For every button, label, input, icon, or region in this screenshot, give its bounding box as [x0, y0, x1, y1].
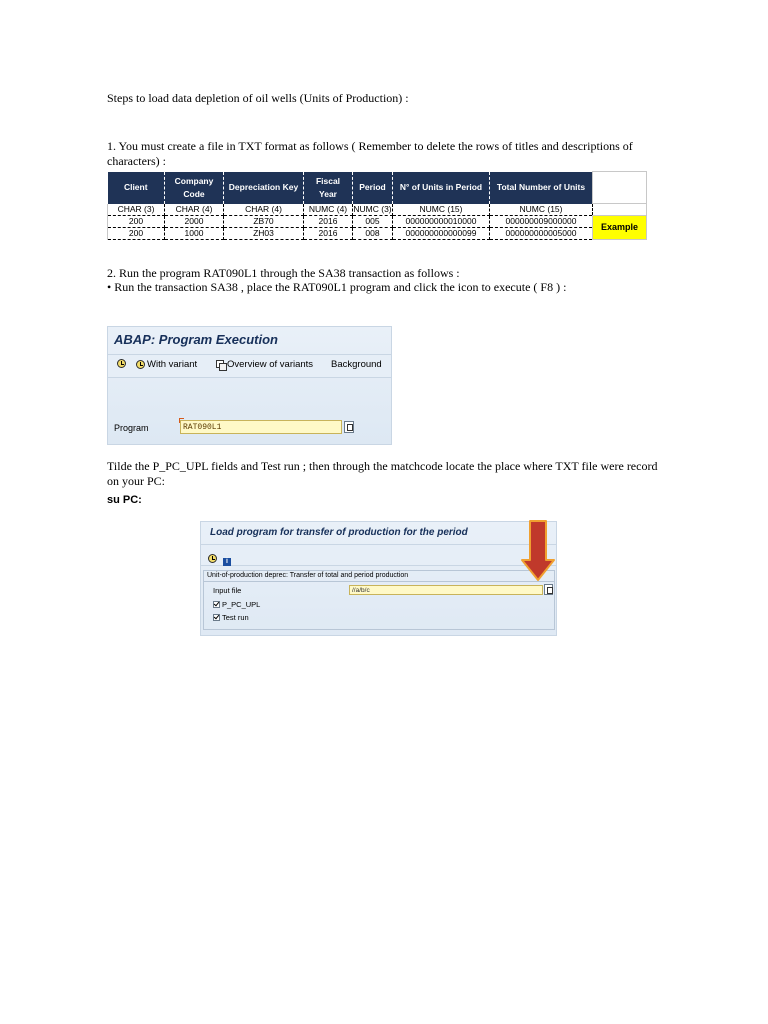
table-cell: 000000000005000: [490, 228, 593, 240]
header-cell-blank: [593, 172, 647, 204]
execute-button[interactable]: [208, 550, 217, 568]
table-cell: CHAR (4): [165, 204, 224, 216]
with-variant-label: With variant: [147, 359, 198, 370]
execute-icon: [208, 554, 217, 563]
step2-text: 2. Run the program RAT090L1 through the SA38 transaction as follows :: [107, 266, 460, 280]
sap-program-execution-screen: [107, 326, 392, 445]
group-title: Unit-of-production deprec: Transfer of total and period production: [207, 572, 409, 579]
with-variant-button[interactable]: [136, 359, 197, 370]
header-cell: N° of Units in Period: [393, 172, 490, 204]
group-divider: [204, 581, 554, 582]
matchcode-button[interactable]: [344, 421, 354, 433]
info-icon: i: [223, 558, 231, 566]
down-arrow-icon: [520, 520, 556, 582]
overview-variants-label: Overview of variants: [227, 359, 314, 370]
background-label: Background: [331, 359, 382, 370]
format-table: [107, 171, 647, 240]
table-cell: 2016: [304, 228, 353, 240]
screen-title: ABAP: Program Execution: [114, 332, 278, 347]
step2-bullet: • Run the transaction SA38 , place the RAT090L1 program and click the icon to execute ( F8 ) :: [107, 280, 567, 294]
table-row: [108, 216, 647, 228]
step3-subtext: su PC:: [107, 494, 142, 506]
example-label: Example: [593, 216, 647, 240]
step1-text: 1. You must create a file in TXT format as follows ( Remember to delete the rows of titles and descriptions of characters) :: [107, 139, 633, 168]
table-cell: NUMC (15): [393, 204, 490, 216]
program-label: Program: [114, 423, 149, 433]
toolbar: [201, 544, 556, 566]
screen-title: Load program for transfer of production for the period: [210, 527, 468, 538]
table-cell: 200: [108, 216, 165, 228]
p-pc-upl-label: P_PC_UPL: [222, 600, 261, 609]
table-cell: 000000000010000: [393, 216, 490, 228]
table-cell: NUMC (4): [304, 204, 353, 216]
background-button[interactable]: [331, 359, 382, 370]
table-cell: NUMC (3): [353, 203, 392, 214]
table-cell: CHAR (3): [108, 204, 165, 216]
input-file-label: Input file: [213, 586, 242, 595]
header-cell: Company Code: [165, 172, 224, 204]
header-cell: Total Number of Units: [490, 172, 593, 204]
checkbox-icon: [213, 614, 220, 621]
table-cell: 1000: [165, 228, 224, 240]
matchcode-button[interactable]: [544, 584, 553, 595]
step3-text: Tilde the P_PC_UPL fields and Test run ; then through the matchcode locate the place where TXT file were record on your PC:: [107, 459, 658, 488]
input-file-field[interactable]: //a/b/c: [349, 585, 543, 595]
program-input[interactable]: RAT090L1: [180, 420, 342, 434]
header-cell: Fiscal Year: [304, 172, 353, 204]
table-cell-empty: [593, 204, 647, 216]
intro-text: Steps to load data depletion of oil wells (Units of Production) :: [107, 91, 409, 105]
table-cell: 005: [353, 216, 393, 228]
table-cell: 008: [353, 228, 393, 240]
toolbar: [108, 354, 391, 378]
table-header-row: [108, 172, 647, 204]
test-run-checkbox[interactable]: [213, 613, 249, 622]
sap-load-program-screen: [200, 521, 557, 636]
table-cell: 200: [108, 228, 165, 240]
table-cell: 2000: [165, 216, 224, 228]
table-cell: ZH03: [224, 228, 304, 240]
parameter-group: [203, 570, 555, 630]
test-run-label: Test run: [222, 613, 249, 622]
overview-variants-button[interactable]: [216, 359, 313, 370]
table-cell: 2016: [304, 216, 353, 228]
table-cell: 000000009000000: [490, 216, 593, 228]
header-cell: Client: [108, 172, 165, 204]
header-cell: Period: [353, 172, 393, 204]
execute-button[interactable]: [117, 359, 126, 368]
header-cell: Depreciation Key: [224, 172, 304, 204]
overview-icon: [216, 360, 225, 369]
variant-icon: [136, 360, 145, 369]
table-cell: CHAR (4): [224, 204, 304, 216]
info-button[interactable]: [223, 550, 231, 568]
table-cell: ZB70: [224, 216, 304, 228]
table-cell: 000000000000099: [393, 228, 490, 240]
execute-icon: [117, 359, 126, 368]
p-pc-upl-checkbox[interactable]: [213, 600, 260, 609]
checkbox-icon: [213, 601, 220, 608]
table-row: [108, 204, 647, 216]
table-row: [108, 228, 647, 240]
table-cell: NUMC (15): [490, 204, 593, 216]
